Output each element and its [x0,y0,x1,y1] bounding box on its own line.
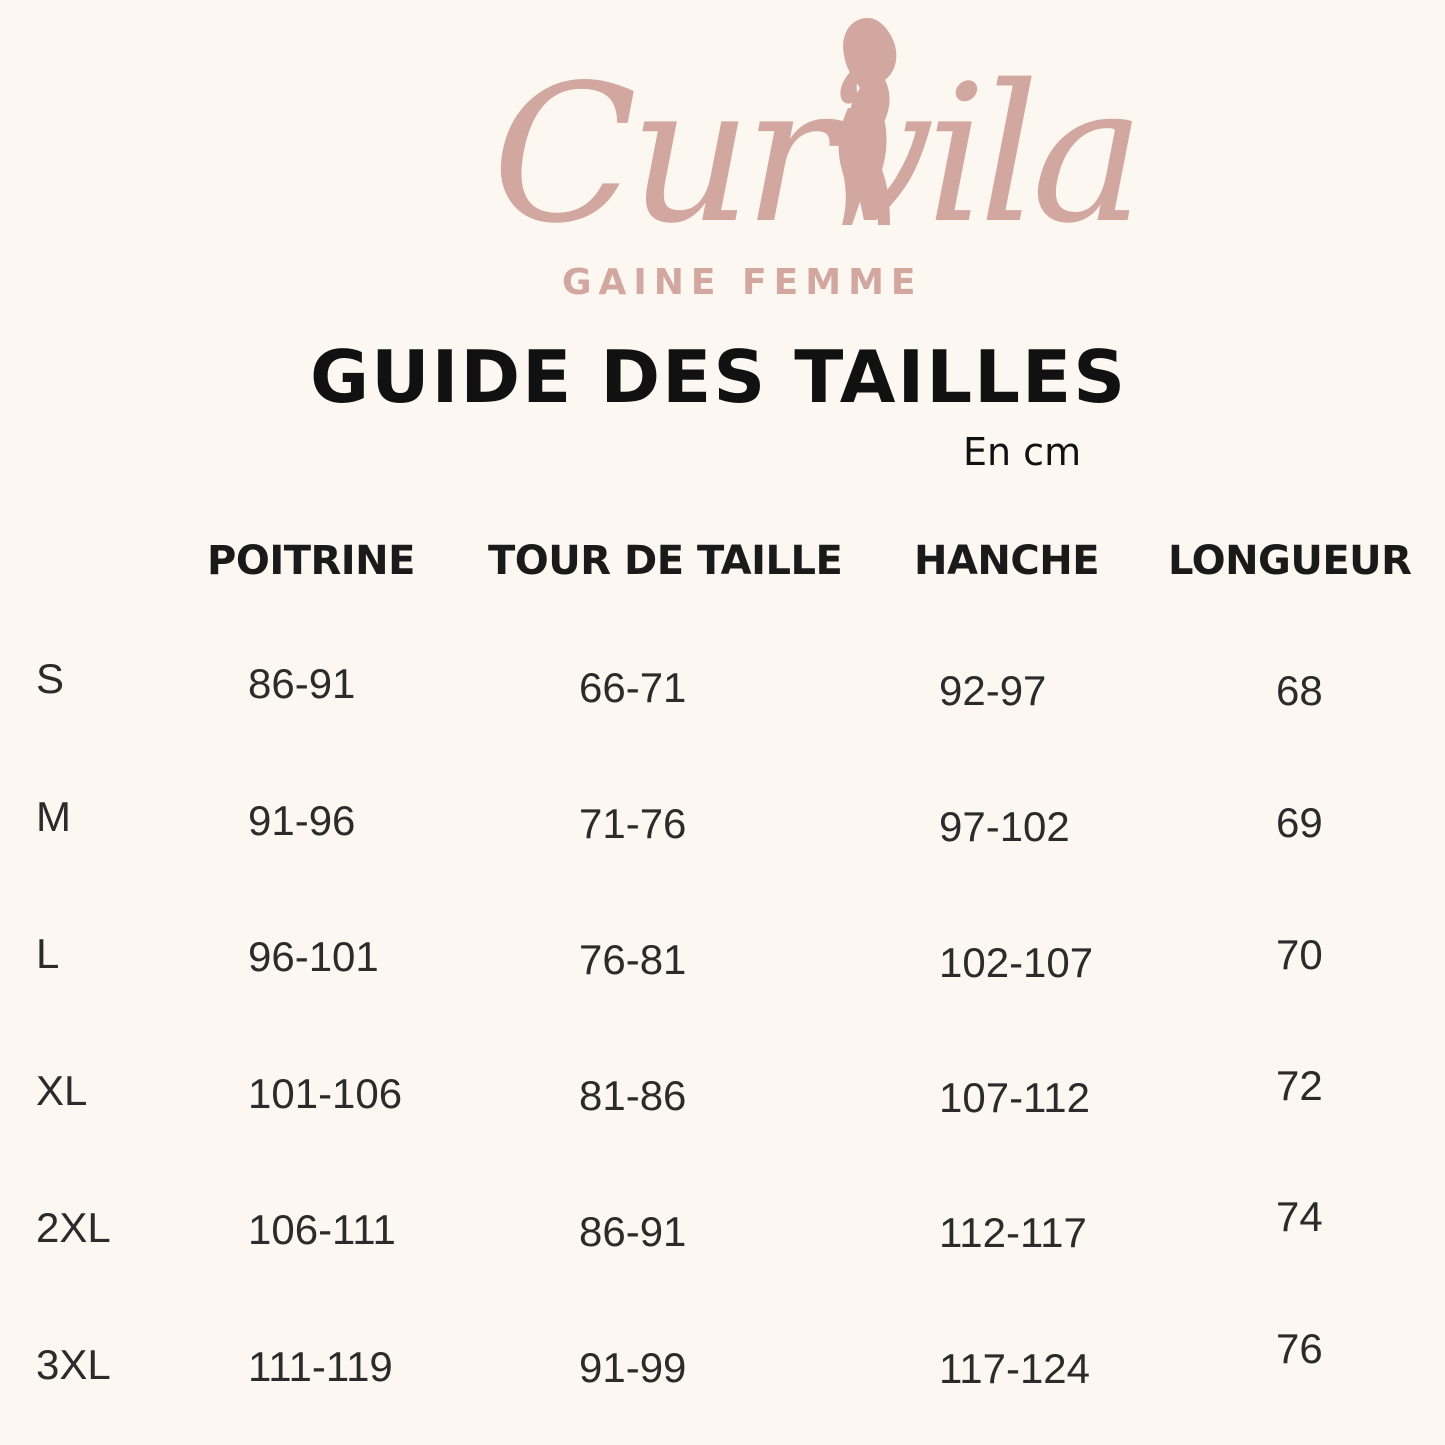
taille-cell: 76-81 [579,936,687,983]
poitrine-cell: 111-119 [248,1343,393,1390]
hanche-cell: 92-97 [939,667,1047,714]
taille-cell: 91-99 [579,1344,687,1391]
hanche-cell: 107-112 [939,1074,1091,1121]
longueur-cell: 68 [1276,667,1323,714]
taille-cell: 71-76 [579,800,687,847]
page-title: GUIDE DES TAILLES [310,335,1128,419]
taille-cell: 81-86 [579,1072,687,1119]
size-cell: S [36,655,65,702]
hanche-cell: 117-124 [939,1345,1091,1392]
hanche-cell: 97-102 [939,803,1070,850]
header-longueur: LONGUEUR [1168,538,1412,584]
size-cell: M [36,793,71,840]
size-cell: XL [36,1067,88,1114]
hanche-cell: 112-117 [939,1209,1087,1256]
longueur-cell: 69 [1276,799,1323,846]
unit-label: En cm [963,430,1082,474]
size-cell: 3XL [36,1341,111,1388]
taille-cell: 66-71 [579,664,687,711]
header-tour-de-taille: TOUR DE TAILLE [488,538,843,584]
hanche-cell: 102-107 [939,939,1094,986]
poitrine-cell: 101-106 [248,1070,403,1117]
poitrine-cell: 86-91 [248,660,356,707]
brand-logo [480,10,1137,310]
size-cell: 2XL [36,1204,111,1251]
longueur-cell: 70 [1276,931,1323,978]
brand-tagline: GAINE FEMME [562,262,923,303]
longueur-cell: 72 [1276,1062,1323,1109]
poitrine-cell: 96-101 [248,933,379,980]
size-cell: L [36,930,60,977]
longueur-cell: 74 [1276,1193,1323,1240]
brand-name: Curvila [492,44,1137,265]
header-poitrine: POITRINE [207,538,415,584]
poitrine-cell: 106-111 [248,1206,396,1253]
header-hanche: HANCHE [914,538,1100,584]
longueur-cell: 76 [1276,1325,1323,1372]
taille-cell: 86-91 [579,1208,687,1255]
poitrine-cell: 91-96 [248,797,356,844]
